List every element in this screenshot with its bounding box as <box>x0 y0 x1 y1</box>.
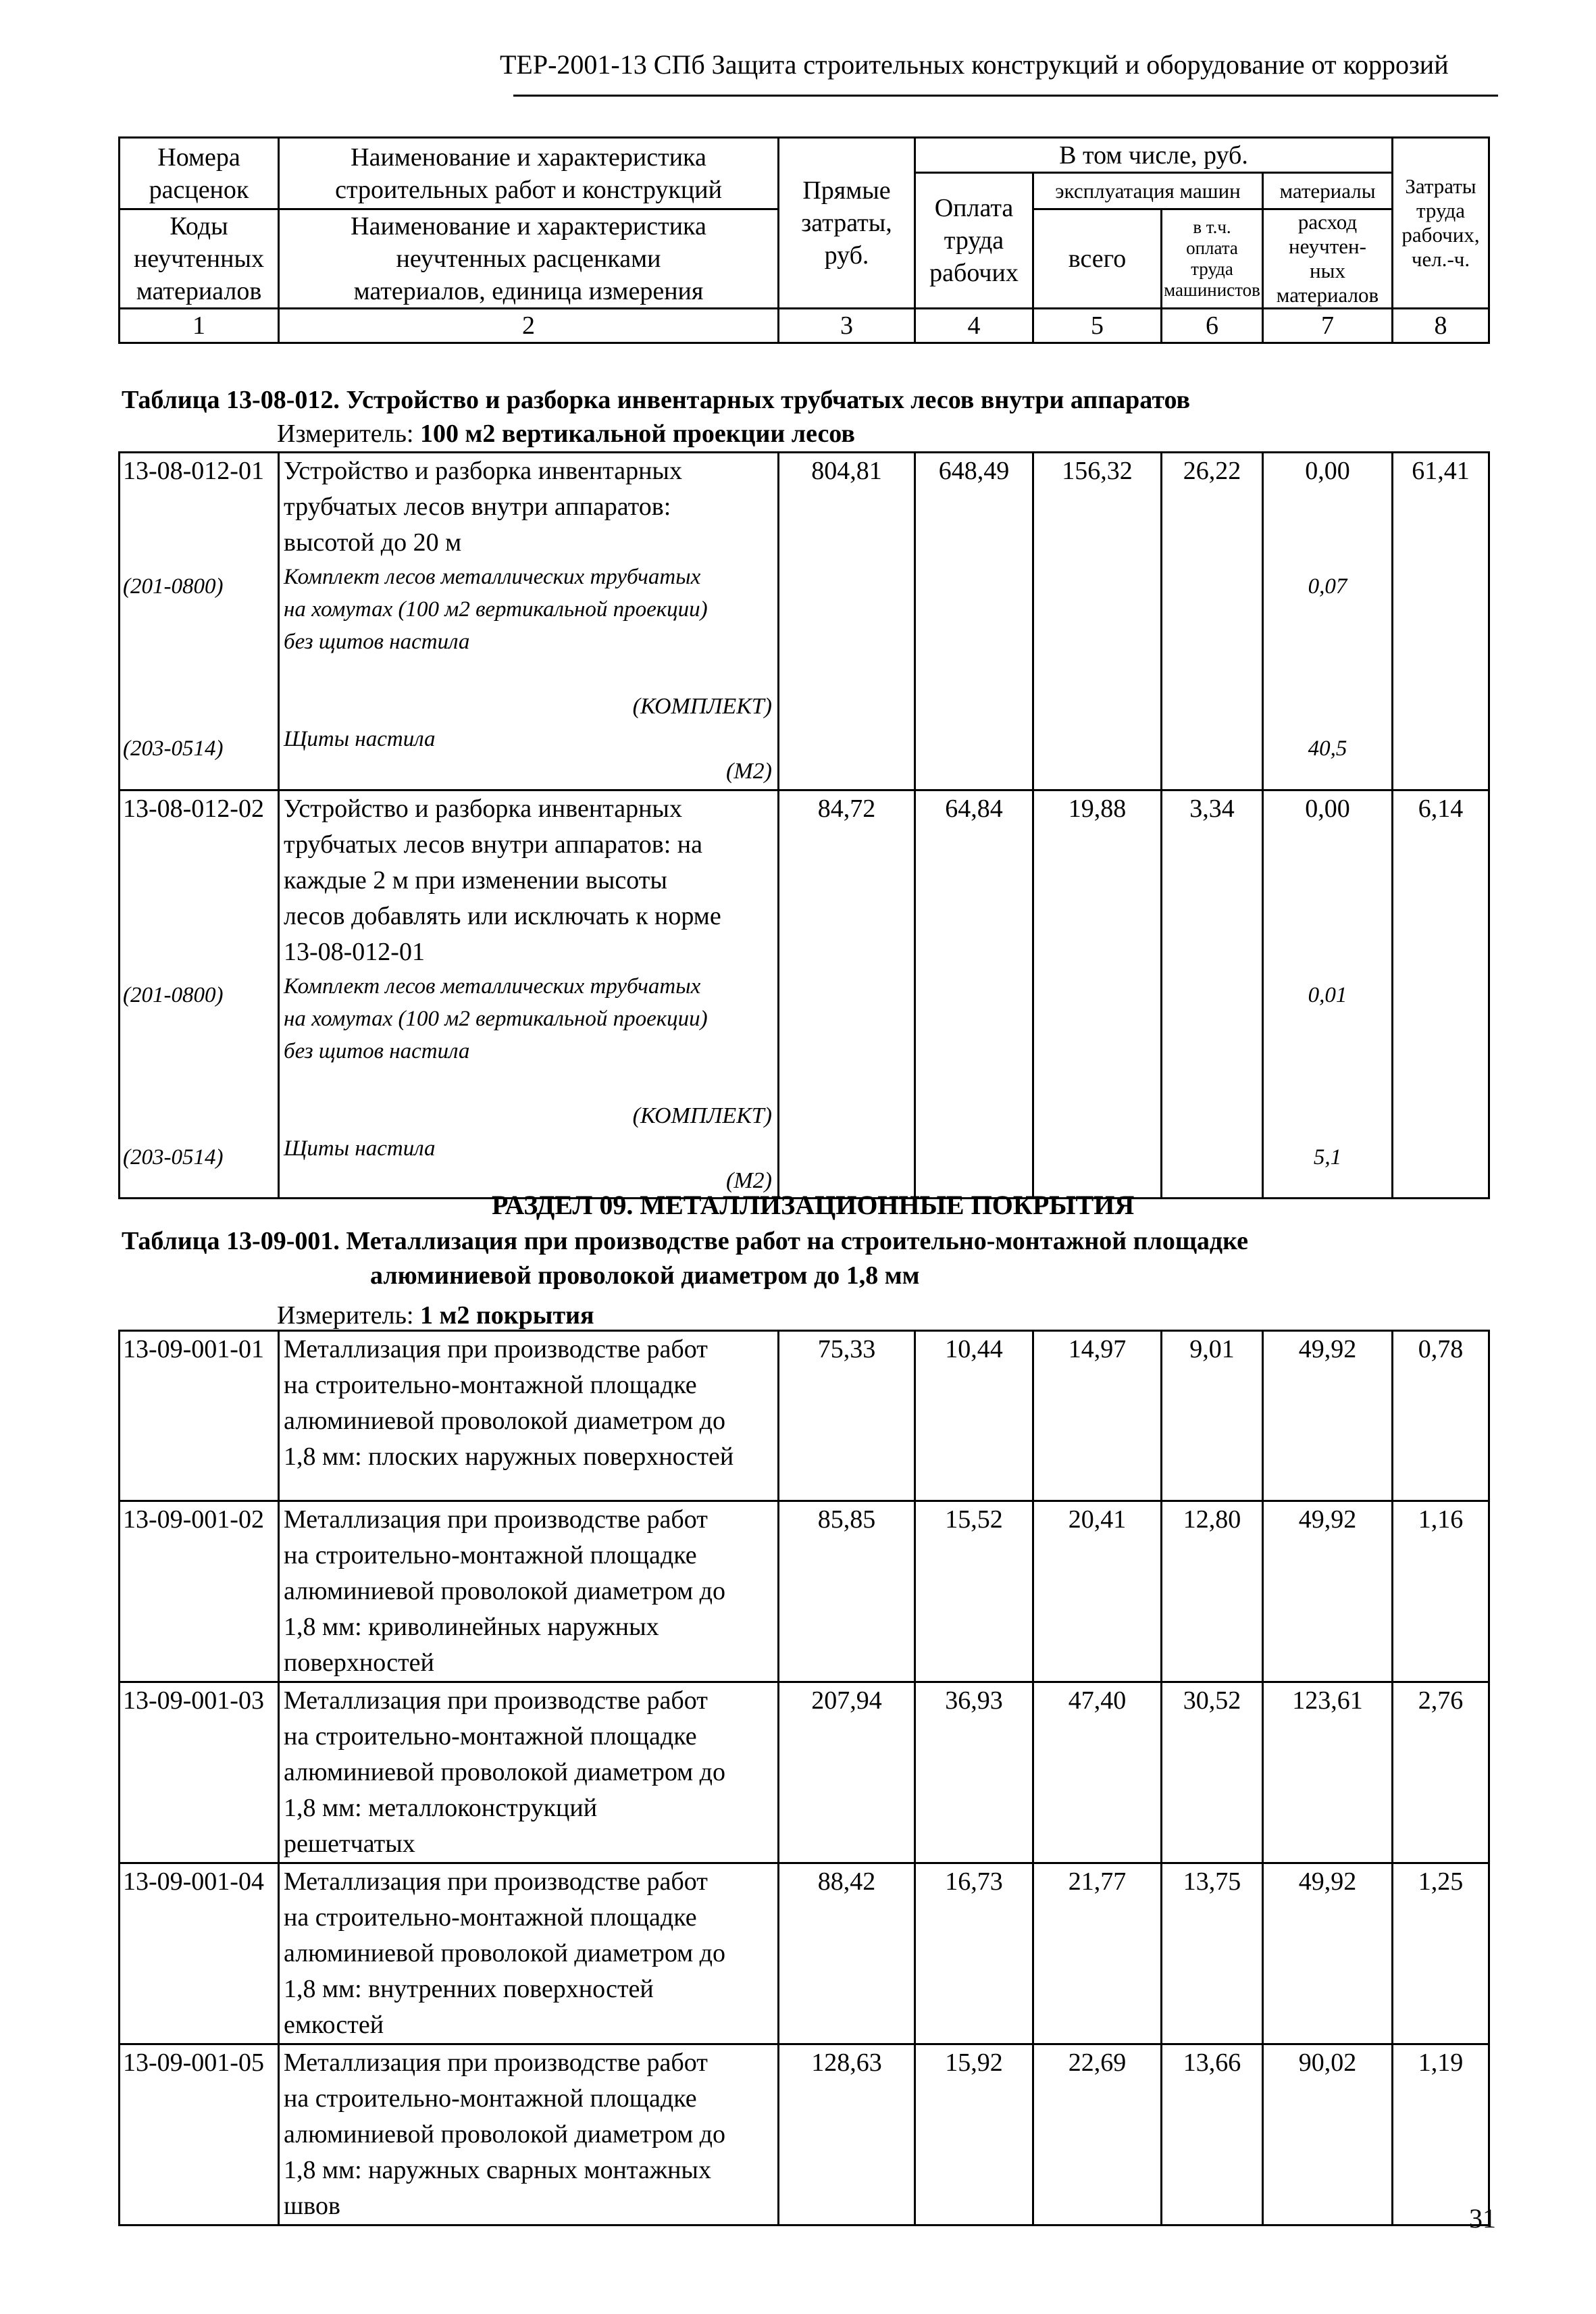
col-codes-header: Коды неучтенных материалов <box>120 209 279 309</box>
machine-total-cell: 20,41 <box>1033 1501 1162 1682</box>
rate-description-cell: Металлизация при производстве работ на строительно-монтажной площадке алюминиевой проволокой диаметром до 1,8 мм: металлоконструкций решетчатых <box>279 1682 779 1863</box>
header-rule <box>513 95 1498 97</box>
worker-pay-cell: 16,73 <box>915 1863 1033 2044</box>
section-title: РАЗДЕЛ 09. МЕТАЛЛИЗАЦИОННЫЕ ПОКРЫТИЯ <box>492 1190 1135 1220</box>
direct-costs-cell: 207,94 <box>779 1682 915 1863</box>
worker-pay-cell: 64,84 <box>915 790 1033 1199</box>
table-row <box>120 1863 1489 2044</box>
worker-pay-cell: 15,92 <box>915 2044 1033 2225</box>
machinist-pay-cell: 30,52 <box>1162 1682 1263 1863</box>
table-row <box>120 1682 1489 1863</box>
direct-costs-cell: 85,85 <box>779 1501 915 1682</box>
worker-pay-cell: 648,49 <box>915 453 1033 790</box>
rate-code-cell: 13-08-012-01 (201-0800) (203-0514) <box>120 453 279 790</box>
rate-code-cell: 13-09-001-04 <box>120 1863 279 2044</box>
rate-description-cell: Металлизация при производстве работ на строительно-монтажной площадке алюминиевой проволокой диаметром до 1,8 мм: наружных сварных монтажных швов <box>279 2044 779 2225</box>
col-labor-hours-header: Затраты труда рабочих, чел.-ч. <box>1393 138 1489 309</box>
table-row <box>120 2044 1489 2225</box>
materials-cell: 0,00 0,07 40,5 <box>1263 453 1393 790</box>
machinist-pay-cell: 13,75 <box>1162 1863 1263 2044</box>
col-direct-costs-header: Прямые затраты, руб. <box>779 138 915 309</box>
table-row <box>120 790 1489 1199</box>
labor-hours-cell: 1,19 <box>1393 2044 1489 2225</box>
direct-costs-cell: 75,33 <box>779 1331 915 1501</box>
table2-meter: Измеритель: 1 м2 покрытия <box>277 1301 594 1330</box>
table-row <box>120 1331 1489 1501</box>
rate-code-cell: 13-09-001-02 <box>120 1501 279 1682</box>
machinist-pay-cell: 13,66 <box>1162 2044 1263 2225</box>
machinist-pay-cell: 26,22 <box>1162 453 1263 790</box>
table1-meter: Измеритель: 100 м2 вертикальной проекции лесов <box>277 420 855 448</box>
direct-costs-cell: 128,63 <box>779 2044 915 2225</box>
rate-description-cell: Металлизация при производстве работ на строительно-монтажной площадке алюминиевой проволокой диаметром до 1,8 мм: плоских наружных поверхностей <box>279 1331 779 1501</box>
direct-costs-cell: 84,72 <box>779 790 915 1199</box>
labor-hours-cell: 0,78 <box>1393 1331 1489 1501</box>
worker-pay-cell: 10,44 <box>915 1331 1033 1501</box>
machine-total-cell: 14,97 <box>1033 1331 1162 1501</box>
table1-body <box>118 451 1490 1199</box>
table-row <box>120 453 1489 790</box>
materials-cell: 49,92 <box>1263 1863 1393 2044</box>
col-number-8: 8 <box>1393 309 1489 343</box>
table2-caption-line2: алюминиевой проволокой диаметром до 1,8 мм <box>370 1261 920 1290</box>
worker-pay-cell: 15,52 <box>915 1501 1033 1682</box>
machinist-pay-cell: 9,01 <box>1162 1331 1263 1501</box>
labor-hours-cell: 6,14 <box>1393 790 1489 1199</box>
machine-total-cell: 21,77 <box>1033 1863 1162 2044</box>
col-number-7: 7 <box>1263 309 1393 343</box>
rate-code-cell: 13-08-012-02 (201-0800) (203-0514) <box>120 790 279 1199</box>
rate-description-cell: Устройство и разборка инвентарных трубчатых лесов внутри аппаратов: на каждые 2 м при изменении высоты лесов добавлять или исключать к норме 13-08-012-01 Комплект лесов металлических трубчатых на хомутах (100 м2 вертикальной проекции) без щитов настила (КОМПЛЕКТ) Щиты настила (М2) <box>279 790 779 1199</box>
machine-total-cell: 47,40 <box>1033 1682 1162 1863</box>
table2-body <box>118 1330 1490 2226</box>
rate-code-cell: 13-09-001-03 <box>120 1682 279 1863</box>
labor-hours-cell: 1,25 <box>1393 1863 1489 2044</box>
column-header-table <box>118 136 1490 344</box>
direct-costs-cell: 804,81 <box>779 453 915 790</box>
materials-cell: 90,02 <box>1263 2044 1393 2225</box>
col-worker-pay-header: Оплата труда рабочих <box>915 173 1033 309</box>
materials-cell: 49,92 <box>1263 1331 1393 1501</box>
materials-cell: 0,00 0,01 5,1 <box>1263 790 1393 1199</box>
col-number-4: 4 <box>915 309 1033 343</box>
page-number: 31 <box>1469 2203 1496 2234</box>
rate-description-cell: Металлизация при производстве работ на строительно-монтажной площадке алюминиевой проволокой диаметром до 1,8 мм: криволинейных наружных поверхностей <box>279 1501 779 1682</box>
machine-total-cell: 22,69 <box>1033 2044 1162 2225</box>
labor-hours-cell: 1,16 <box>1393 1501 1489 1682</box>
col-number-5: 5 <box>1033 309 1162 343</box>
worker-pay-cell: 36,93 <box>915 1682 1033 1863</box>
direct-costs-cell: 88,42 <box>779 1863 915 2044</box>
materials-cell: 123,61 <box>1263 1682 1393 1863</box>
col-machine-total-header: всего <box>1033 209 1162 309</box>
col-material-usage-header: расход неучтен- ных материалов <box>1263 209 1393 309</box>
labor-hours-cell: 61,41 <box>1393 453 1489 790</box>
materials-cell: 49,92 <box>1263 1501 1393 1682</box>
col-machinist-pay-header: в т.ч. оплата труда машинистов <box>1162 209 1263 309</box>
rate-description-cell: Металлизация при производстве работ на строительно-монтажной площадке алюминиевой проволокой диаметром до 1,8 мм: внутренних поверхностей емкостей <box>279 1863 779 2044</box>
col-number-3: 3 <box>779 309 915 343</box>
col-work-name-header: Наименование и характеристика строительных работ и конструкций <box>279 138 779 209</box>
rate-description-cell: Устройство и разборка инвентарных трубчатых лесов внутри аппаратов: высотой до 20 м Комплект лесов металлических трубчатых на хомутах (100 м2 вертикальной проекции) без щитов настила (КОМПЛЕКТ) Щиты настила (М2) <box>279 453 779 790</box>
table1-caption: Таблица 13-08-012. Устройство и разборка инвентарных трубчатых лесов внутри аппаратов <box>122 386 1191 414</box>
rate-code-cell: 13-09-001-05 <box>120 2044 279 2225</box>
machinist-pay-cell: 3,34 <box>1162 790 1263 1199</box>
machinist-pay-cell: 12,80 <box>1162 1501 1263 1682</box>
table2-caption-line1: Таблица 13-09-001. Металлизация при производстве работ на строительно-монтажной площадке <box>122 1227 1248 1255</box>
col-number-2: 2 <box>279 309 779 343</box>
col-number-6: 6 <box>1162 309 1263 343</box>
machine-total-cell: 19,88 <box>1033 790 1162 1199</box>
col-materials-header: материалы <box>1263 173 1393 209</box>
col-rate-number-header: Номера расценок <box>120 138 279 209</box>
labor-hours-cell: 2,76 <box>1393 1682 1489 1863</box>
col-machines-header: эксплуатация машин <box>1033 173 1263 209</box>
table-row <box>120 1501 1489 1682</box>
col-material-name-header: Наименование и характеристика неучтенных расценками материалов, единица измерения <box>279 209 779 309</box>
col-group-header: В том числе, руб. <box>915 138 1393 173</box>
col-number-1: 1 <box>120 309 279 343</box>
machine-total-cell: 156,32 <box>1033 453 1162 790</box>
rate-code-cell: 13-09-001-01 <box>120 1331 279 1501</box>
page-header: ТЕР-2001-13 СПб Защита строительных конструкций и оборудование от коррозий <box>500 49 1449 80</box>
